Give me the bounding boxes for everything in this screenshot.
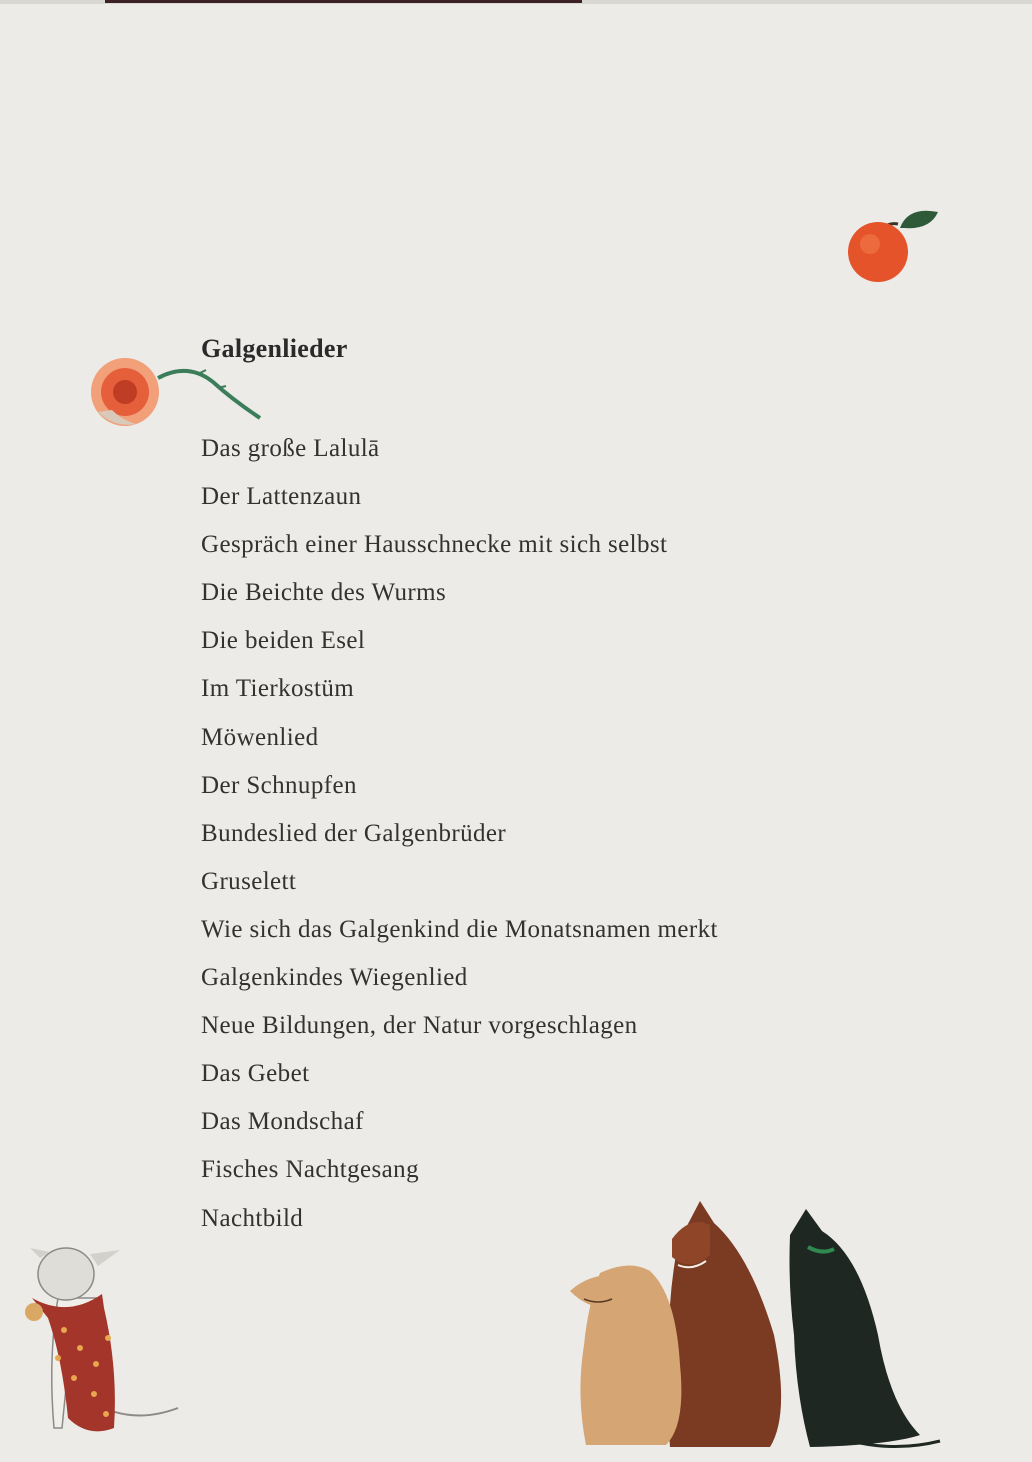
poem-link[interactable]: Die beiden Esel [201,627,366,655]
poem-link[interactable]: Nachtbild [201,1204,304,1232]
poem-link[interactable]: Neue Bildungen, der Natur vorgeschlagen [201,1012,638,1040]
top-edge-bar [0,0,1032,4]
dog-with-scarf-illustration [18,1238,188,1462]
orange-illustration [838,200,948,290]
poem-link[interactable]: Das Mondschaf [201,1108,364,1136]
poem-link[interactable]: Wie sich das Galgenkind die Monatsnamen merkt [201,915,718,943]
poem-list [201,430,718,1248]
poem-link[interactable]: Der Schnupfen [201,771,357,799]
section-title: Galgenlieder [201,334,348,363]
poem-link[interactable]: Das Gebet [201,1060,310,1088]
poem-link[interactable]: Gespräch einer Hausschnecke mit sich selbst [201,531,668,559]
poem-link[interactable]: Im Tierkostüm [201,675,355,703]
poem-link[interactable]: Galgenkindes Wiegenlied [201,964,468,992]
poem-link[interactable]: Möwenlied [201,723,319,751]
top-edge-highlight [105,0,582,3]
poem-link[interactable]: Gruselett [201,867,297,895]
poem-link[interactable]: Fisches Nachtgesang [201,1156,419,1184]
poem-link[interactable]: Die Beichte des Wurms [201,579,447,607]
poem-link[interactable]: Bundeslied der Galgenbrüder [201,819,507,847]
poem-link[interactable]: Der Lattenzaun [201,483,362,511]
poem-link[interactable]: Das große Lalulā [201,435,380,462]
